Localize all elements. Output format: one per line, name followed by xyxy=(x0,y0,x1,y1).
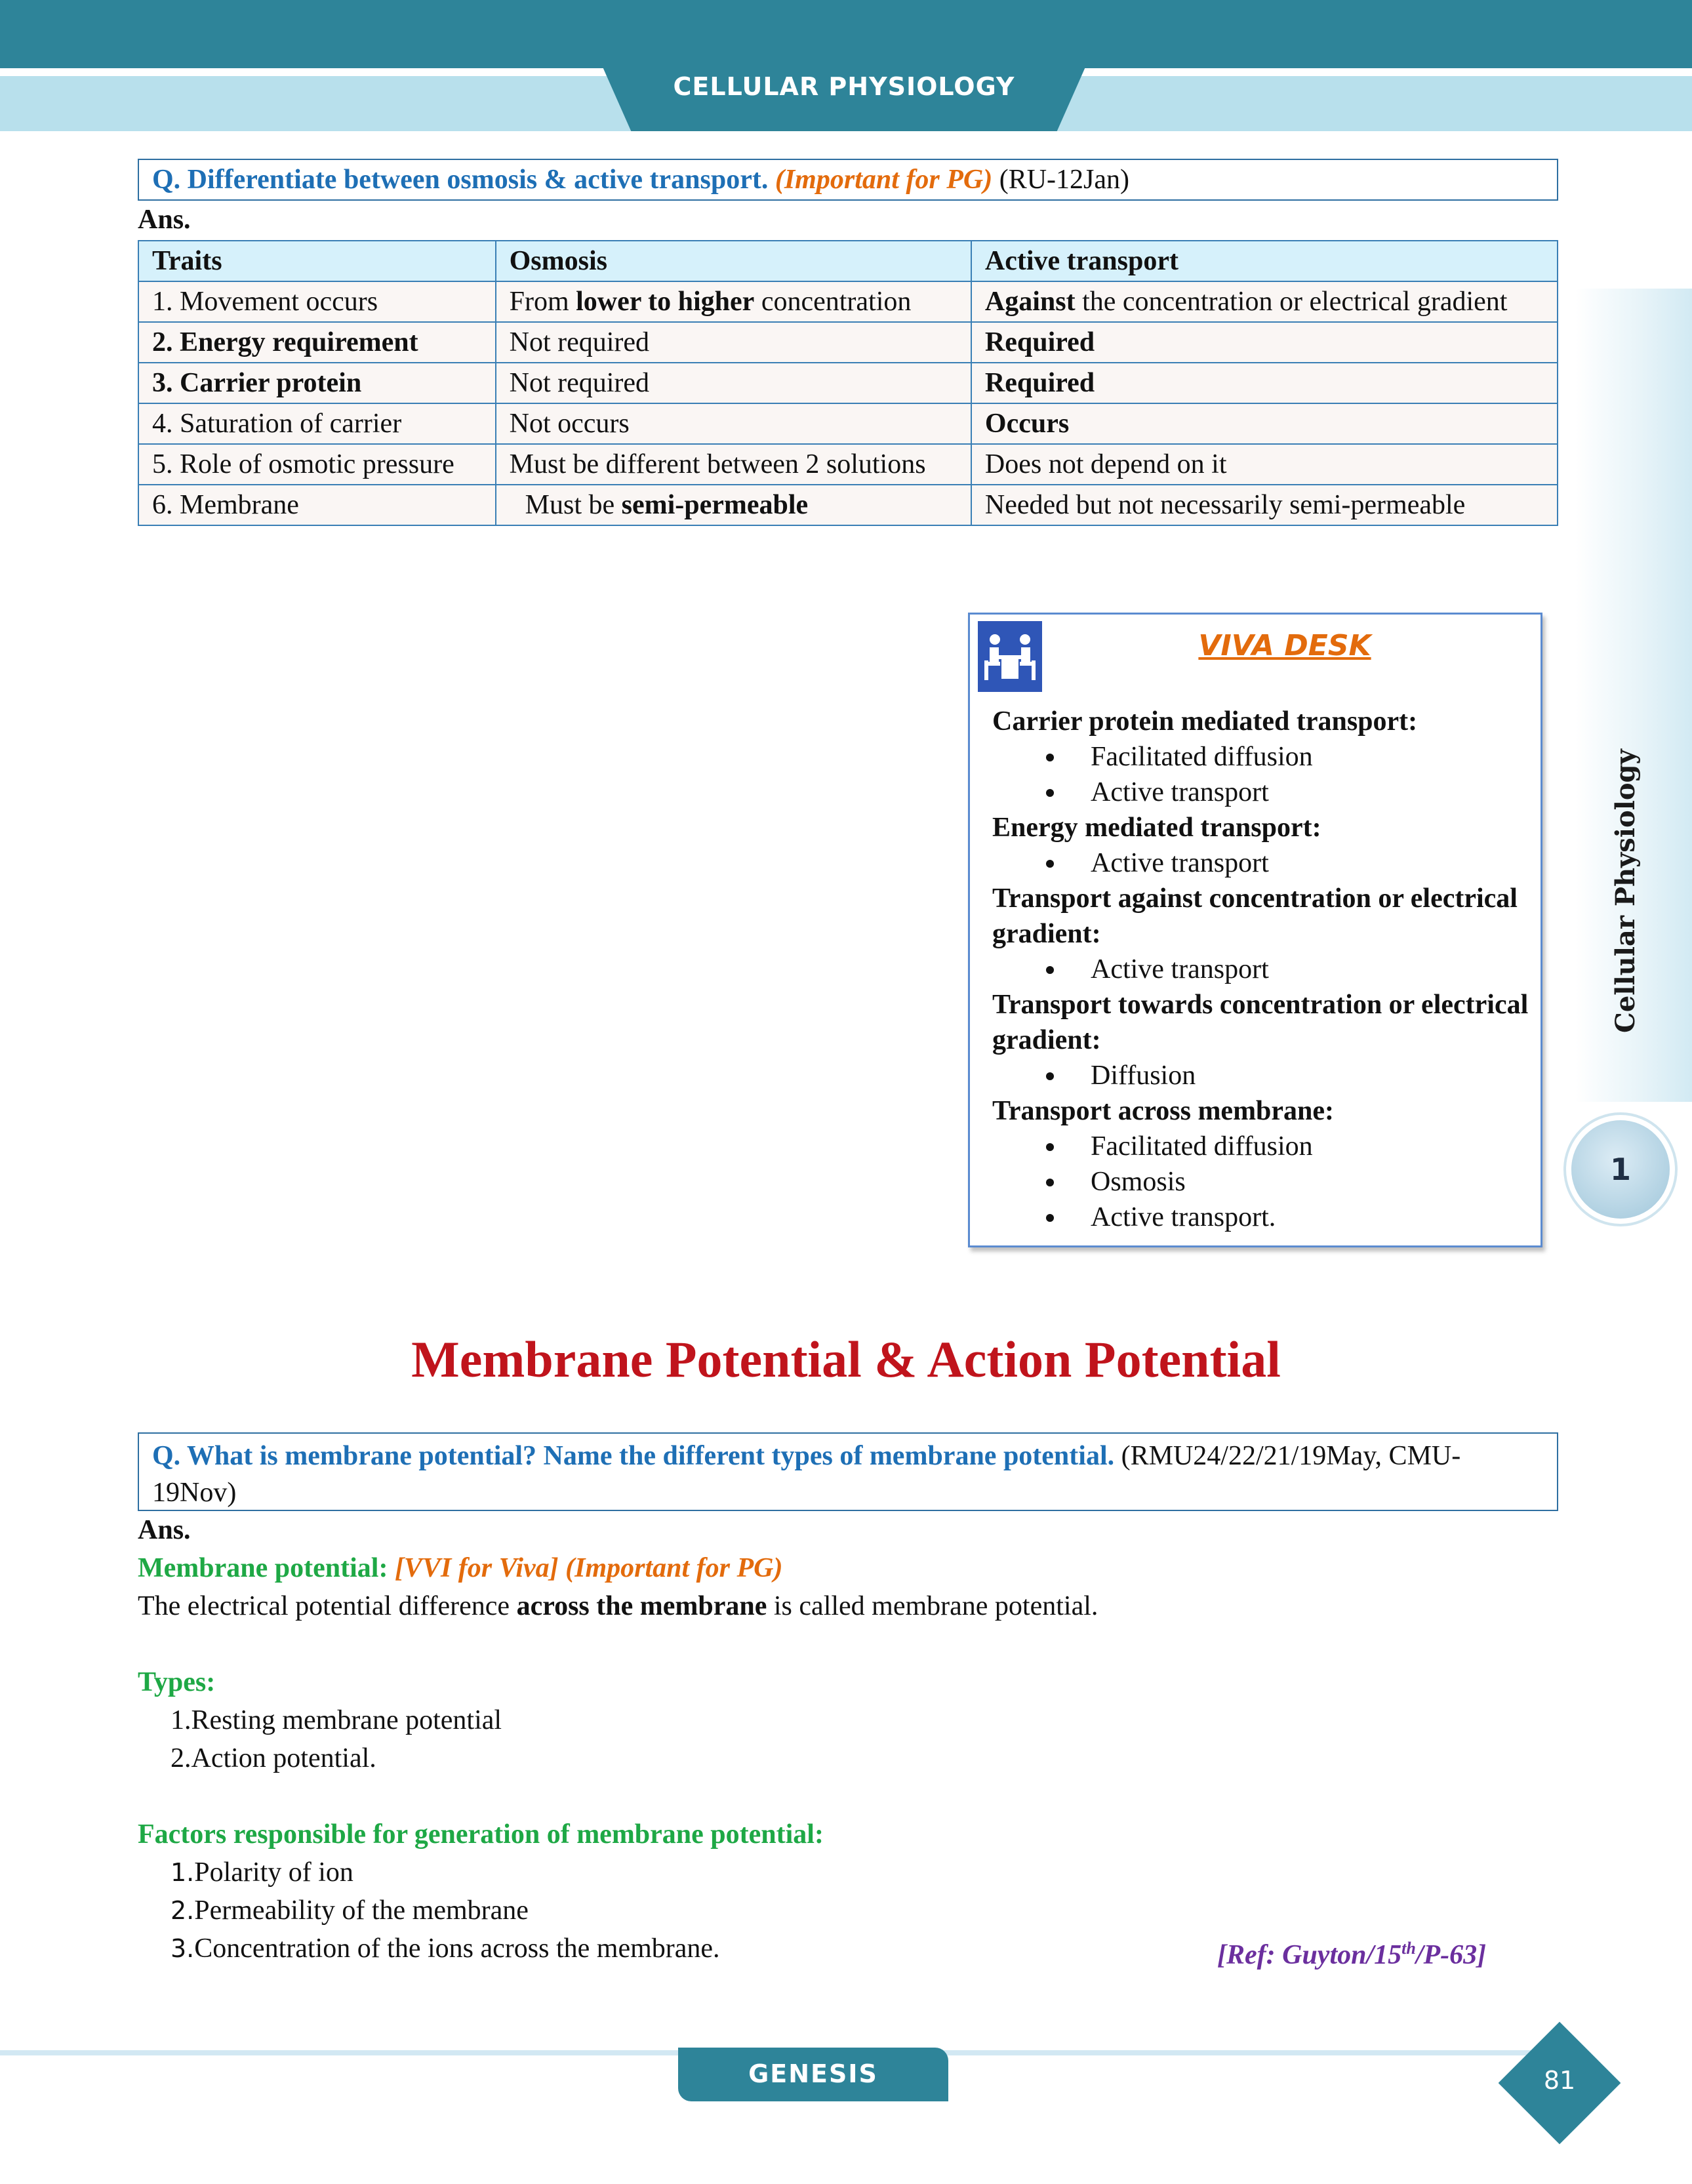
table-cell xyxy=(138,322,496,363)
cell-text: concentration xyxy=(754,287,912,317)
table-header-row xyxy=(138,241,1558,281)
table-cell: Does not depend on it xyxy=(971,444,1558,485)
table-cell xyxy=(496,281,971,322)
answer-label: Ans. xyxy=(138,205,191,235)
table-cell: 4. Saturation of carrier xyxy=(138,403,496,444)
cell-text: From xyxy=(509,287,576,317)
cell-bold-text: 3. Carrier protein xyxy=(152,368,362,398)
table-header-cell: Active transport xyxy=(971,241,1558,281)
section-title: Membrane Potential & Action Potential xyxy=(411,1331,1281,1388)
viva-desk-box xyxy=(968,613,1542,1247)
viva-bullet-item: Diffusion xyxy=(992,1058,1530,1093)
viva-desk-title: VIVA DESK xyxy=(1198,629,1371,662)
viva-group-heading: Transport against concentration or electrical gradient: xyxy=(992,883,1518,949)
table-cell xyxy=(496,485,971,525)
factors-heading: Factors responsible for generation of membrane potential: xyxy=(138,1819,824,1850)
item-text: Permeability of the membrane xyxy=(194,1895,529,1926)
table-header-cell: Traits xyxy=(138,241,496,281)
viva-bullet-item: Active transport. xyxy=(992,1200,1530,1235)
table-row xyxy=(138,281,1558,322)
factors-list-item xyxy=(171,1856,353,1889)
definition-heading-text: Membrane potential: xyxy=(138,1553,388,1583)
viva-bullet-item: Facilitated diffusion xyxy=(992,1129,1530,1164)
ref-text: /P-63] xyxy=(1415,1940,1487,1970)
table-row xyxy=(138,485,1558,525)
table-cell: 6. Membrane xyxy=(138,485,496,525)
text-span: The electrical potential difference xyxy=(138,1591,517,1621)
table-cell xyxy=(138,363,496,403)
table-cell: Needed but not necessarily semi-permeable xyxy=(971,485,1558,525)
header-bar xyxy=(0,0,1692,68)
table-cell xyxy=(971,403,1558,444)
ref-superscript: th xyxy=(1401,1939,1416,1958)
table-cell: 5. Role of osmotic pressure xyxy=(138,444,496,485)
table-row xyxy=(138,444,1558,485)
bold-span: across the membrane xyxy=(516,1591,767,1621)
question-box-1 xyxy=(138,159,1558,201)
comparison-table xyxy=(138,240,1558,526)
page-number: 81 xyxy=(1543,2066,1576,2095)
table-cell: Not occurs xyxy=(496,403,971,444)
types-heading: Types: xyxy=(138,1667,216,1697)
question-reference: (RU-12Jan) xyxy=(999,165,1129,195)
item-number: 2. xyxy=(171,1896,195,1925)
table-row xyxy=(138,322,1558,363)
table-cell: Not required xyxy=(496,363,971,403)
cell-text: Must be xyxy=(525,490,622,520)
meeting-table-icon xyxy=(978,621,1042,692)
item-number: 1. xyxy=(171,1858,195,1887)
table-cell xyxy=(971,322,1558,363)
cell-bold-text: lower to higher xyxy=(576,287,755,317)
types-list-item: 2.Action potential. xyxy=(171,1743,376,1773)
text-span: is called membrane potential. xyxy=(767,1591,1098,1621)
running-header-title: CELLULAR PHYSIOLOGY xyxy=(673,72,1015,101)
definition-text xyxy=(138,1590,1098,1623)
factors-list-item xyxy=(171,1932,720,1965)
question-reference: (RMU24/22/21/19May, CMU-19Nov) xyxy=(152,1441,1461,1508)
reference-citation xyxy=(1217,1932,1486,1972)
viva-bullet-item: Osmosis xyxy=(992,1164,1530,1200)
viva-desk-content xyxy=(992,704,1530,1235)
viva-bullet-item: Active transport xyxy=(992,775,1530,810)
table-cell: 1. Movement occurs xyxy=(138,281,496,322)
chapter-side-title: Cellular Physiology xyxy=(1610,749,1641,1033)
viva-group-heading: Energy mediated transport: xyxy=(992,813,1321,843)
question-text: Q. Differentiate between osmosis & active transport. xyxy=(152,165,769,195)
cell-bold-text: Occurs xyxy=(984,409,1070,439)
answer-label: Ans. xyxy=(138,1515,191,1545)
viva-group-heading: Carrier protein mediated transport: xyxy=(992,706,1418,737)
question-text: Q. What is membrane potential? Name the different types of membrane potential. xyxy=(152,1441,1115,1471)
table-cell xyxy=(971,363,1558,403)
table-header-cell: Osmosis xyxy=(496,241,971,281)
item-text: Concentration of the ions across the membrane. xyxy=(194,1933,720,1964)
table-cell xyxy=(971,281,1558,322)
footer-brand: GENESIS xyxy=(748,2059,878,2088)
definition-heading xyxy=(138,1552,782,1585)
table-row xyxy=(138,403,1558,444)
question-box-2 xyxy=(138,1432,1558,1511)
item-number: 3. xyxy=(171,1934,195,1963)
cell-text: the concentration or electrical gradient xyxy=(1075,287,1508,317)
cell-bold-text: Against xyxy=(984,287,1076,317)
table-cell: Must be different between 2 solutions xyxy=(496,444,971,485)
definition-tag: [VVI for Viva] (Important for PG) xyxy=(394,1553,783,1583)
ref-text: [Ref: Guyton/15 xyxy=(1217,1940,1402,1970)
cell-bold-text: semi-permeable xyxy=(621,490,809,520)
types-list-item: 1.Resting membrane potential xyxy=(171,1705,502,1735)
table-row xyxy=(138,363,1558,403)
viva-group-heading: Transport towards concentration or electrical gradient: xyxy=(992,990,1529,1055)
viva-bullet-item: Active transport xyxy=(992,952,1530,987)
factors-list-item xyxy=(171,1894,529,1927)
chapter-number-badge: 1 xyxy=(1571,1120,1670,1219)
cell-bold-text: Required xyxy=(984,368,1095,398)
cell-bold-text: 2. Energy requirement xyxy=(152,327,418,357)
viva-group-heading: Transport across membrane: xyxy=(992,1096,1335,1126)
item-text: Polarity of ion xyxy=(194,1857,353,1888)
viva-bullet-item: Facilitated diffusion xyxy=(992,739,1530,775)
question-tag: (Important for PG) xyxy=(775,165,993,195)
viva-bullet-item: Active transport xyxy=(992,845,1530,881)
table-cell: Not required xyxy=(496,322,971,363)
cell-bold-text: Required xyxy=(984,327,1095,357)
